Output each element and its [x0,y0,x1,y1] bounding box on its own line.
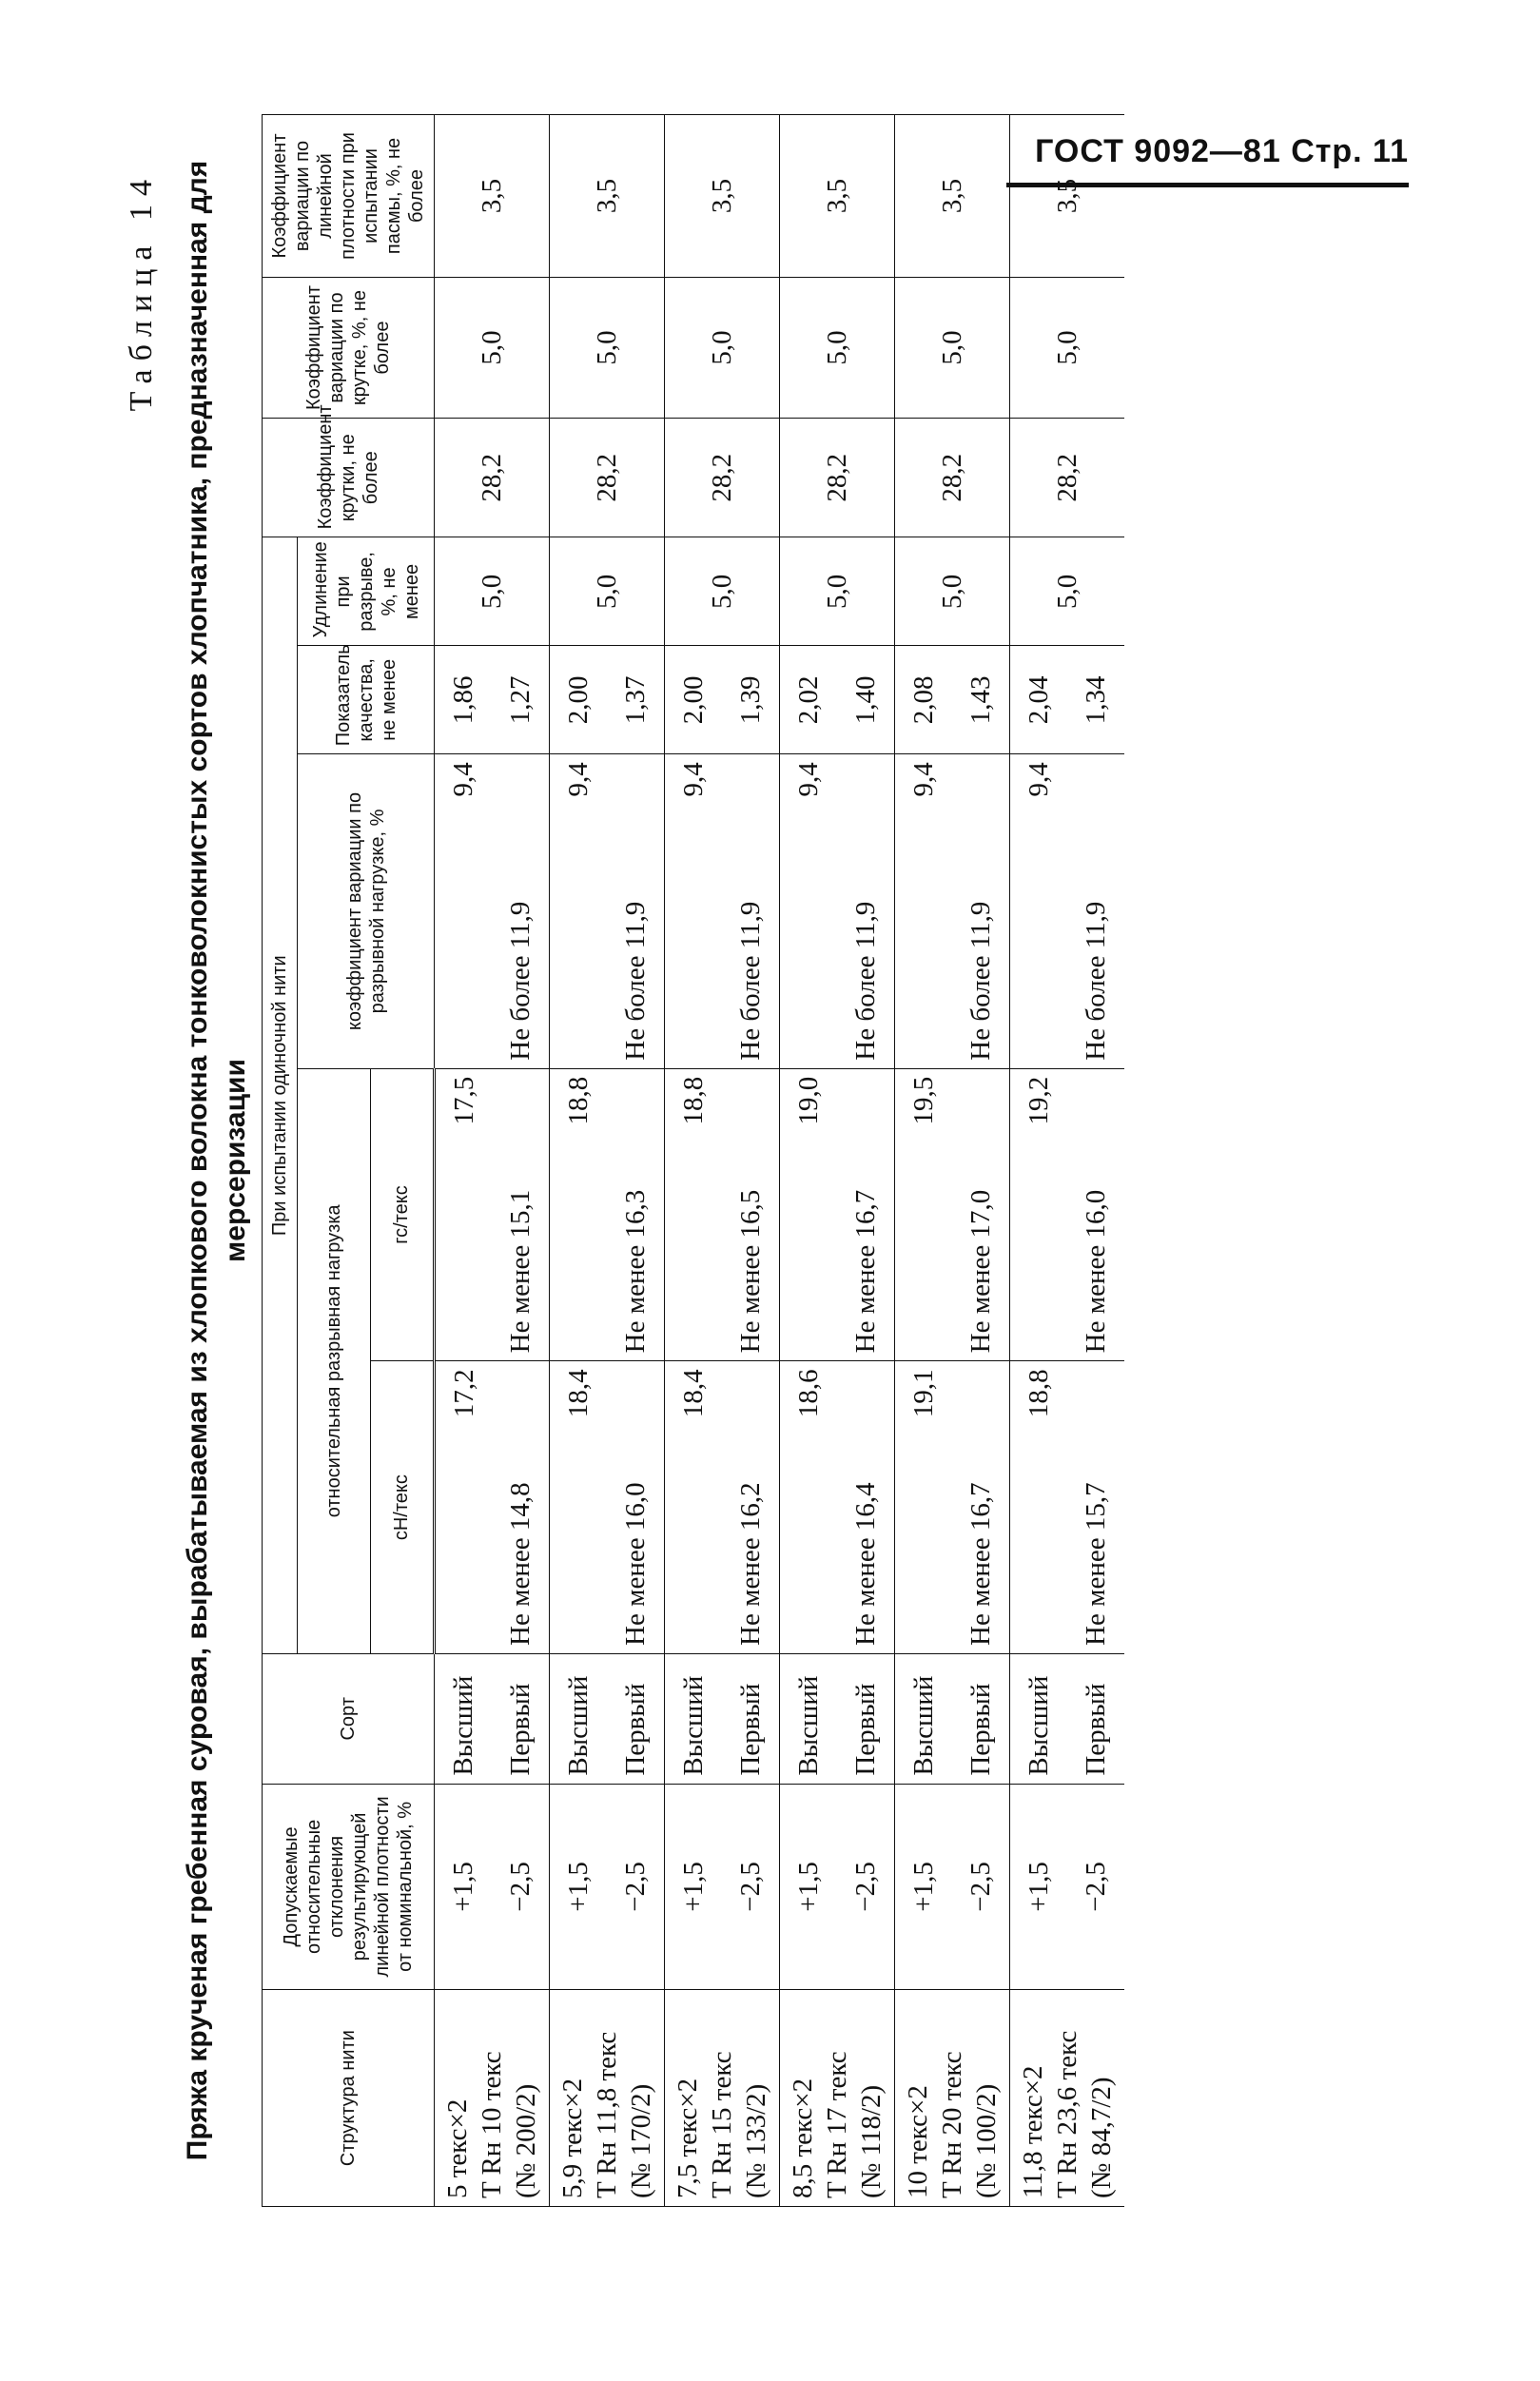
cell-elong: 5,0 [1010,537,1125,646]
cell-deviation: +1,5 [895,1784,953,1989]
cell-coef-var: Не более 11,9 [607,754,665,1068]
table-row [435,115,493,2207]
cell-structure: 7,5 текс×2 T Rн 15 текс (№ 133/2) [665,1990,780,2207]
table-row [895,115,953,2207]
cell-gs: Не менее 16,3 [607,1068,665,1361]
cell-twist-coef: 28,2 [780,419,895,537]
cell-twist-coef: 28,2 [895,419,1010,537]
col-coef-var: коэффициент вариации по разрывной нагрузке, % [298,754,435,1068]
col-single-test: При испытании одиночной нити [263,537,298,1654]
cell-coef-var: Не более 11,9 [493,754,550,1068]
cell-gs: 19,0 [780,1068,838,1361]
cell-gs: Не менее 16,7 [837,1068,895,1361]
cell-elong: 5,0 [895,537,1010,646]
cell-twist-var: 5,0 [1010,277,1125,418]
cell-grade: Высший [550,1653,608,1784]
cell-quality: 1,86 [435,646,493,754]
cell-grade: Высший [435,1653,493,1784]
cell-cn: 18,6 [780,1361,838,1654]
cell-density-var: 3,5 [550,115,665,278]
page-header: ГОСТ 9092—81 Стр. 11 [1035,133,1409,169]
table-label: Таблица 14 [124,171,159,412]
cell-cn: 19,1 [895,1361,953,1654]
cell-structure: 8,5 текс×2 T Rн 17 текс (№ 118/2) [780,1990,895,2207]
cell-gs: Не менее 16,0 [1067,1068,1124,1361]
cell-density-var: 3,5 [435,115,550,278]
table-row [780,115,838,2207]
cell-cn: Не менее 14,8 [493,1361,550,1654]
cell-grade: Высший [1010,1653,1068,1784]
cell-cn: Не менее 16,0 [607,1361,665,1654]
cell-cn: 17,2 [435,1361,493,1654]
cell-elong: 5,0 [550,537,665,646]
cell-deviation: −2,5 [952,1784,1010,1989]
cell-twist-coef: 28,2 [1010,419,1125,537]
cell-grade: Первый [952,1653,1010,1784]
cell-structure: 5,9 текс×2 T Rн 11,8 текс (№ 170/2) [550,1990,665,2207]
cell-deviation: +1,5 [1010,1784,1068,1989]
col-elong: Удлинение при разрыве, %, не менее [298,537,435,646]
cell-deviation: −2,5 [607,1784,665,1989]
cell-elong: 5,0 [665,537,780,646]
col-deviation: Допускаемые относительные отклонения результирующей линейной плотности от номинальной, % [263,1784,435,1989]
col-twist-coef: Коэффициент крутки, не более [263,419,435,537]
cell-deviation: −2,5 [837,1784,895,1989]
cell-quality: 1,27 [493,646,550,754]
cell-grade: Первый [493,1653,550,1784]
cell-coef-var: Не более 11,9 [1067,754,1124,1068]
cell-coef-var: Не более 11,9 [837,754,895,1068]
col-density-var: Коэффициент вариации по линейной плотности при испытании пасмы, %, не более [263,115,435,278]
cell-gs: Не менее 16,5 [722,1068,780,1361]
cell-deviation: −2,5 [493,1784,550,1989]
cell-twist-var: 5,0 [550,277,665,418]
cell-gs: 19,5 [895,1068,953,1361]
cell-quality: 2,02 [780,646,838,754]
cell-structure: 11,8 текс×2 T Rн 23,6 текс (№ 84,7/2) [1010,1990,1125,2207]
cell-quality: 2,00 [550,646,608,754]
cell-deviation: +1,5 [780,1784,838,1989]
cell-structure: 5 текс×2 T Rн 10 текс (№ 200/2) [435,1990,550,2207]
cell-quality: 1,34 [1067,646,1124,754]
cell-grade: Первый [607,1653,665,1784]
cell-grade: Высший [665,1653,723,1784]
cell-density-var: 3,5 [665,115,780,278]
col-rel-load: относительная разрывная нагрузка [298,1068,371,1653]
cell-gs: Не менее 15,1 [493,1068,550,1361]
cell-quality: 2,04 [1010,646,1068,754]
col-grade: Сорт [263,1653,435,1784]
cell-quality: 1,39 [722,646,780,754]
cell-cn: Не менее 16,4 [837,1361,895,1654]
cell-cn: 18,4 [550,1361,608,1654]
cell-deviation: +1,5 [550,1784,608,1989]
cell-gs: Не менее 17,0 [952,1068,1010,1361]
cell-grade: Высший [780,1653,838,1784]
rotated-table-block [124,114,1398,2207]
cell-twist-coef: 28,2 [550,419,665,537]
cell-cn: Не менее 15,7 [1067,1361,1124,1654]
cell-density-var: 3,5 [895,115,1010,278]
cell-coef-var: 9,4 [435,754,493,1068]
cell-density-var: 3,5 [1010,115,1125,278]
cell-cn: 18,8 [1010,1361,1068,1654]
cell-grade: Первый [1067,1653,1124,1784]
cell-elong: 5,0 [435,537,550,646]
cell-twist-var: 5,0 [665,277,780,418]
cell-deviation: +1,5 [665,1784,723,1989]
cell-twist-coef: 28,2 [435,419,550,537]
cell-coef-var: 9,4 [665,754,723,1068]
cell-twist-var: 5,0 [895,277,1010,418]
cell-quality: 1,43 [952,646,1010,754]
cell-twist-coef: 28,2 [665,419,780,537]
col-quality: Показатель качества, не менее [298,646,435,754]
cell-cn: 18,4 [665,1361,723,1654]
table-row [1010,115,1068,2207]
cell-coef-var: 9,4 [1010,754,1068,1068]
col-cn: сН/текс [370,1361,434,1654]
cell-structure: 10 текс×2 T Rн 20 текс (№ 100/2) [895,1990,1010,2207]
cell-coef-var: Не более 11,9 [952,754,1010,1068]
cell-coef-var: 9,4 [550,754,608,1068]
cell-quality: 1,40 [837,646,895,754]
cell-quality: 2,00 [665,646,723,754]
cell-cn: Не менее 16,7 [952,1361,1010,1654]
col-gs: гс/текс [370,1068,434,1361]
cell-deviation: −2,5 [1067,1784,1124,1989]
cell-coef-var: Не более 11,9 [722,754,780,1068]
table-row [665,115,723,2207]
cell-gs: 17,5 [435,1068,493,1361]
col-structure: Структура нити [263,1990,435,2207]
cell-deviation: −2,5 [722,1784,780,1989]
cell-quality: 2,08 [895,646,953,754]
cell-gs: 19,2 [1010,1068,1068,1361]
table-row [550,115,608,2207]
cell-elong: 5,0 [780,537,895,646]
col-twist-var: Коэффициент вариации по крутке, %, не более [263,277,435,418]
cell-density-var: 3,5 [780,115,895,278]
cell-twist-var: 5,0 [435,277,550,418]
cell-coef-var: 9,4 [780,754,838,1068]
cell-gs: 18,8 [550,1068,608,1361]
cell-twist-var: 5,0 [780,277,895,418]
table-body [435,115,1125,2207]
cell-grade: Высший [895,1653,953,1784]
cell-cn: Не менее 16,2 [722,1361,780,1654]
cell-deviation: +1,5 [435,1784,493,1989]
cell-grade: Первый [722,1653,780,1784]
cell-coef-var: 9,4 [895,754,953,1068]
table-title: Пряжа крученая гребенная суровая, вырабатываемая из хлопкового волокна тонковолокнистых сортов хлопчатника, предназначенная для мерсеризации [182,160,251,2161]
cell-quality: 1,37 [607,646,665,754]
cell-gs: 18,8 [665,1068,723,1361]
data-table [262,114,1124,2207]
cell-grade: Первый [837,1653,895,1784]
